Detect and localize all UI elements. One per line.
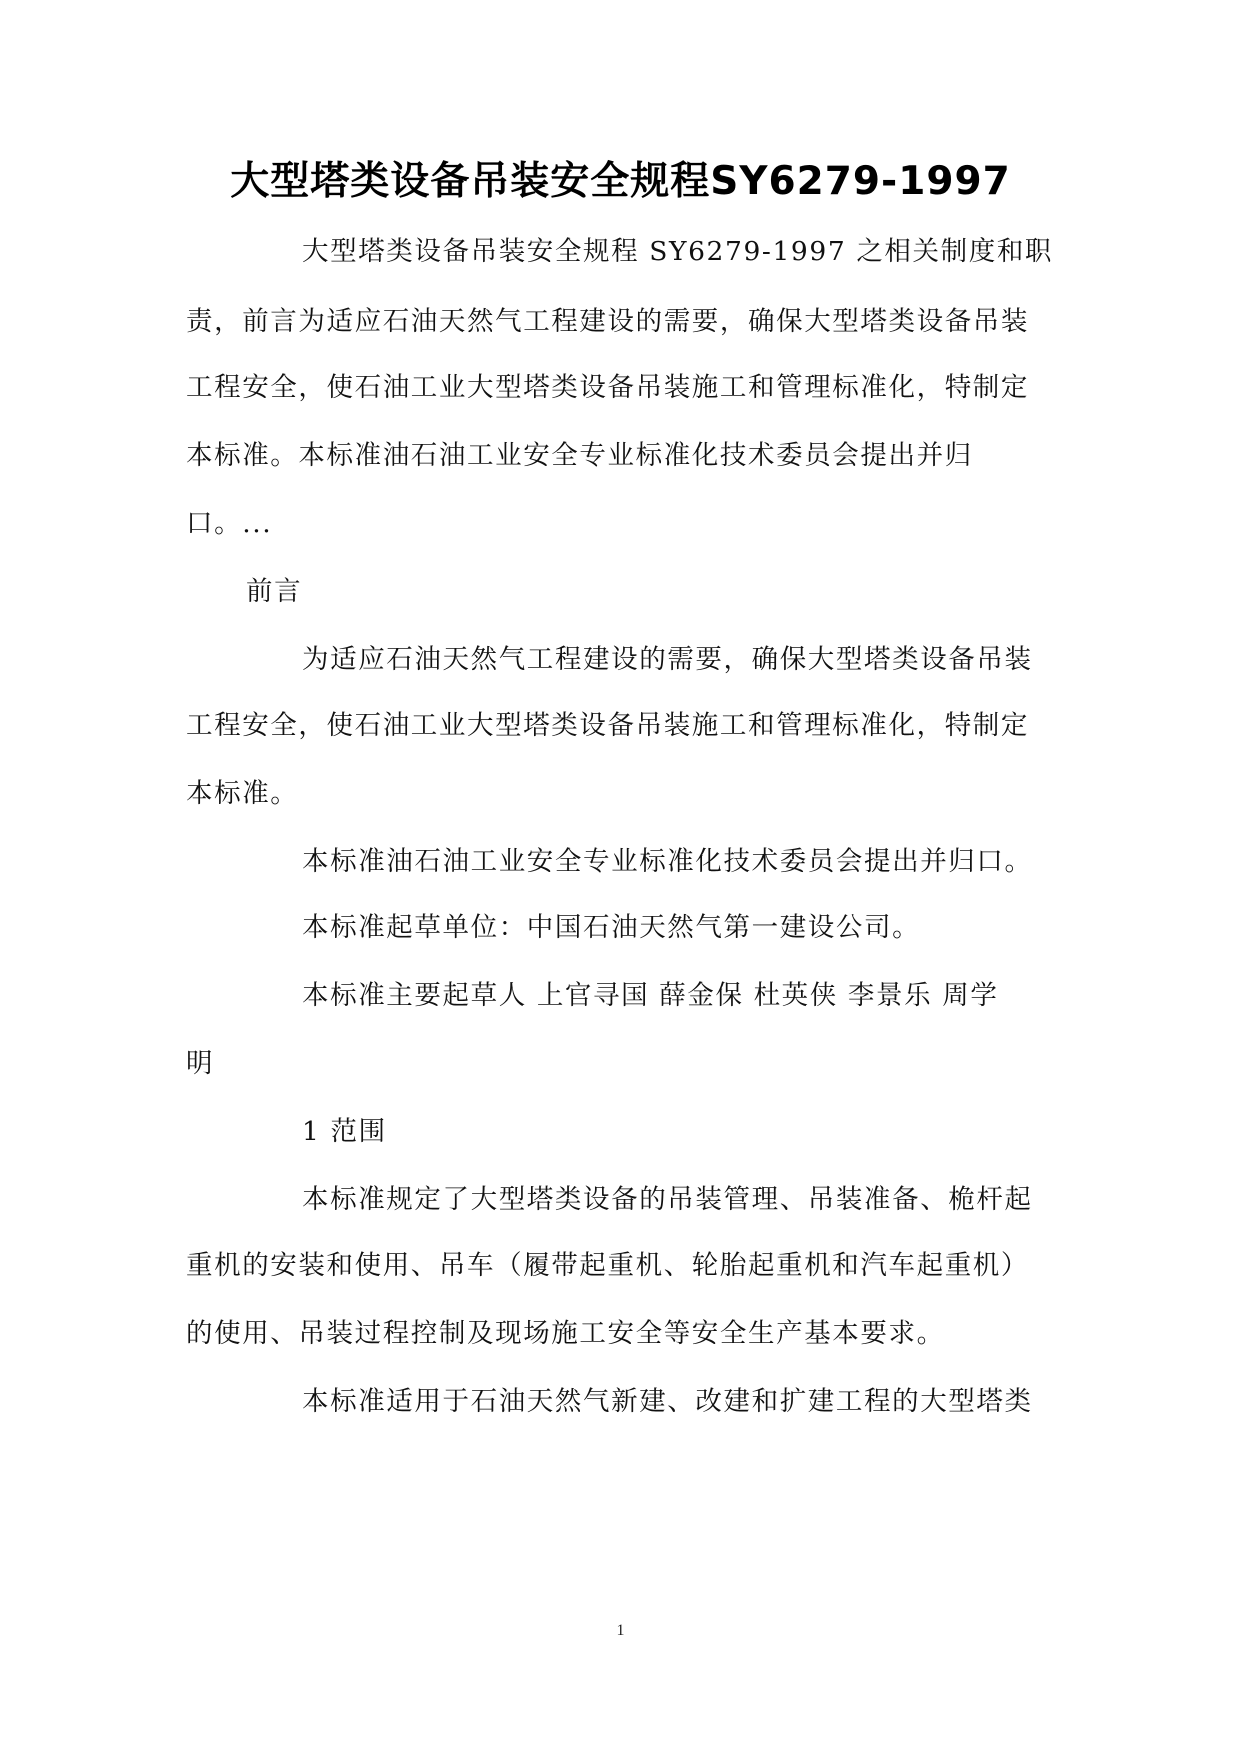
page-number: 1 [616,1622,625,1639]
summary-line-5: 口。... [186,508,273,539]
document-title: 大型塔类设备吊装安全规程SY6279-1997 [230,159,1011,204]
summary-line-1: 大型塔类设备吊装安全规程 SY6279-1997 之相关制度和职 [302,236,1054,267]
scope-line-3: 的使用、吊装过程控制及现场施工安全等安全生产基本要求。 [186,1318,945,1349]
summary-line-2: 责，前言为适应石油天然气工程建设的需要，确保大型塔类设备吊装 [186,306,1029,337]
summary-line-3: 工程安全，使石油工业大型塔类设备吊装施工和管理标准化，特制定 [186,372,1029,403]
scope-line-1: 本标准规定了大型塔类设备的吊装管理、吊装准备、桅杆起 [302,1184,1033,1215]
applicability-line: 本标准适用于石油天然气新建、改建和扩建工程的大型塔类 [302,1386,1033,1417]
foreword-heading: 前言 [246,576,303,607]
drafters-line-2: 明 [186,1048,215,1079]
proposer-line: 本标准油石油工业安全专业标准化技术委员会提出并归口。 [302,846,1033,877]
scope-line-2: 重机的安装和使用、吊车（履带起重机、轮胎起重机和汽车起重机） [186,1250,1029,1281]
foreword-line-1: 为适应石油天然气工程建设的需要，确保大型塔类设备吊装 [302,644,1033,675]
foreword-line-2: 工程安全，使石油工业大型塔类设备吊装施工和管理标准化，特制定 [186,710,1029,741]
summary-line-4: 本标准。本标准油石油工业安全专业标准化技术委员会提出并归 [186,440,973,471]
drafting-unit-line: 本标准起草单位：中国石油天然气第一建设公司。 [302,912,921,943]
foreword-line-3: 本标准。 [186,778,299,809]
section-1-heading: 1 范围 [302,1116,387,1147]
drafters-line-1: 本标准主要起草人 上官寻国 薛金保 杜英侠 李景乐 周学 [302,980,999,1011]
